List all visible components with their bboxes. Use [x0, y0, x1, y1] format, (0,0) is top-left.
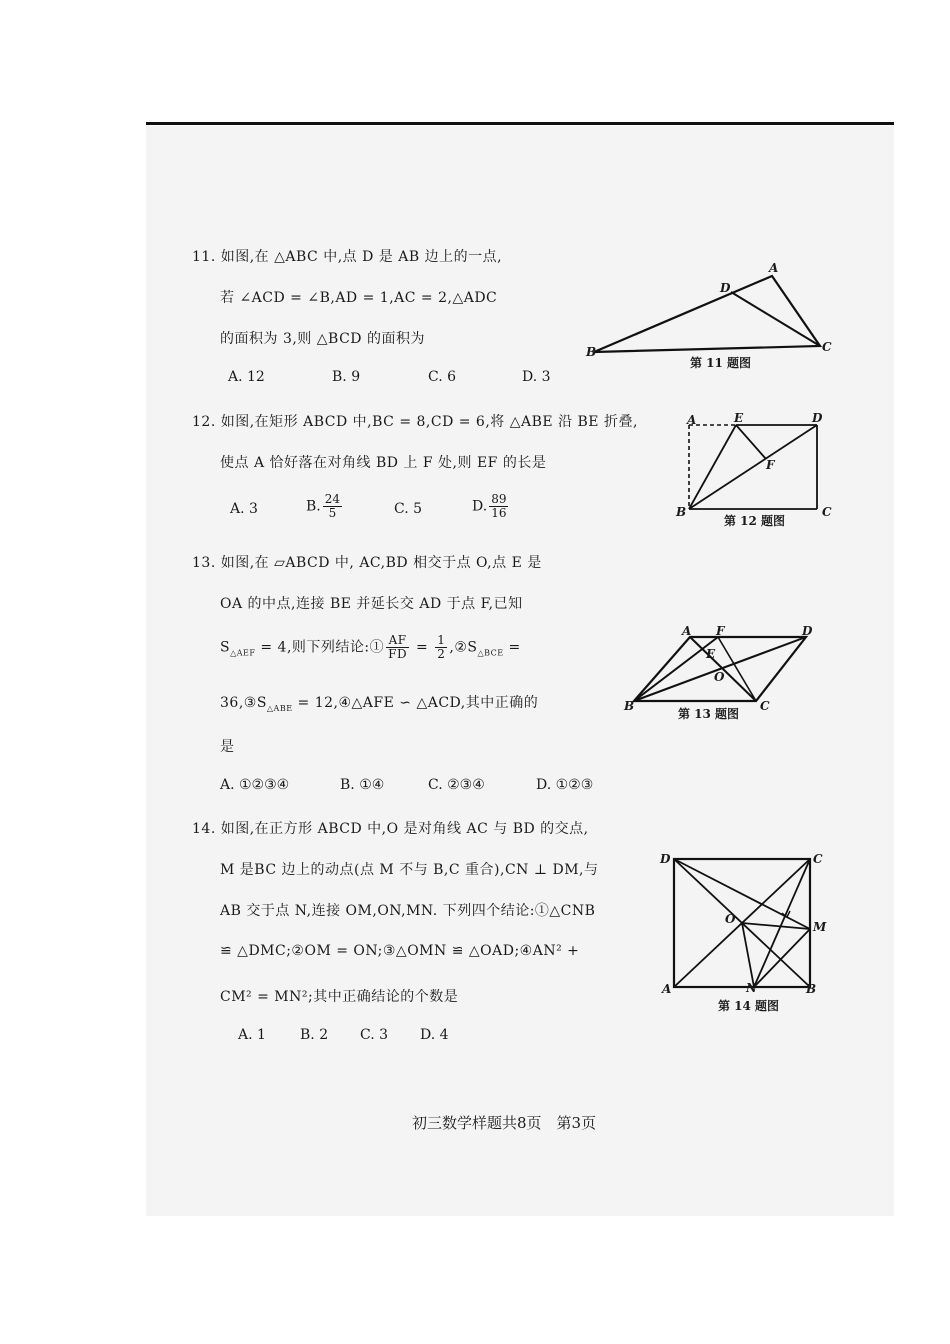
q14-line4: ≌ △DMC;②OM = ON;③△OMN ≌ △OAD;④AN² + [220, 943, 580, 959]
q14-label-d: D [660, 852, 671, 866]
q11-label-c: C [822, 340, 832, 354]
q14-label-a: A [662, 982, 672, 996]
header-rule [146, 122, 894, 125]
q14-line3: AB 交于点 N,连接 OM,ON,MN. 下列四个结论:①△CNB [220, 903, 596, 919]
q12-label-e: E [734, 411, 744, 425]
q14-option-b: B. 2 [300, 1027, 329, 1043]
q11-option-c: C. 6 [428, 369, 457, 385]
q13-line4: $36,③S_{\triangle ABE}$ = 12,④△AFE ∽ △ACD,其中正确的 [220, 695, 539, 713]
q11-line2: 若 ∠ACD = ∠B,AD = 1,AC = 2,△ADC [220, 290, 498, 306]
q12-option-d: D. $\frac{89}{16}$ [472, 492, 507, 520]
q14-line5: CM² = MN²;其中正确结论的个数是 [220, 989, 459, 1005]
q12-option-a: A. 3 [230, 501, 258, 517]
q13-line2: OA 的中点,连接 BE 并延长交 AD 于点 F,已知 [220, 596, 523, 612]
q14-label-m: M [813, 920, 827, 934]
q14-figure [668, 850, 828, 1000]
q11-option-d: D. 3 [522, 369, 551, 385]
q13-caption: 第 13 题图 [678, 707, 740, 721]
q12-label-f: F [766, 458, 775, 472]
q13-line1: 13. 如图,在 ▱ABCD 中, AC,BD 相交于点 O,点 E 是 [192, 555, 542, 571]
q12-line1: 12. 如图,在矩形 ABCD 中,BC = 8,CD = 6,将 △ABE 沿 BE 折叠, [192, 414, 638, 430]
q11-label-d: D [720, 281, 731, 295]
q11-line3: 的面积为 3,则 △BCD 的面积为 [220, 331, 425, 347]
q12-caption: 第 12 题图 [724, 514, 786, 528]
q13-label-o: O [714, 670, 725, 684]
q11-option-a: A. 12 [228, 369, 265, 385]
q14-option-d: D. 4 [420, 1027, 449, 1043]
q12-line2: 使点 A 恰好落在对角线 BD 上 F 处,则 EF 的长是 [220, 455, 547, 471]
q14-line1: 14. 如图,在正方形 ABCD 中,O 是对角线 AC 与 BD 的交点, [192, 821, 589, 837]
q14-label-c: C [813, 852, 823, 866]
q14-option-a: A. 1 [238, 1027, 266, 1043]
q13-line5: 是 [220, 739, 235, 755]
q13-label-c: C [760, 699, 770, 713]
q12-label-b: B [676, 505, 687, 519]
q13-option-a: A. ①②③④ [220, 777, 290, 793]
q11-line1: 11. 如图,在 △ABC 中,点 D 是 AB 边上的一点, [192, 249, 503, 265]
q13-line3: $S_{\triangle AEF} = 4$,则下列结论:① $\frac{AF}{FD}$ = $\frac{1}{2}$ $,②S_{\triangle BCE}$ = [220, 633, 521, 661]
q14-label-o: O [725, 912, 736, 926]
q14-caption: 第 14 题图 [718, 999, 780, 1013]
q13-label-d: D [802, 624, 813, 638]
q13-option-c: C. ②③④ [428, 777, 485, 793]
q14-line2: M 是BC 边上的动点(点 M 不与 B,C 重合),CN ⊥ DM,与 [220, 862, 599, 878]
q13-label-e: E [706, 647, 716, 661]
q13-option-b: B. ①④ [340, 777, 385, 793]
q12-option-c: C. 5 [394, 501, 423, 517]
q11-label-b: B [586, 345, 597, 359]
q13-label-a: A [682, 624, 692, 638]
q12-label-d: D [812, 411, 823, 425]
q11-label-a: A [769, 261, 779, 275]
q13-option-d: D. ①②③ [536, 777, 594, 793]
q14-option-c: C. 3 [360, 1027, 389, 1043]
q14-label-b: B [806, 982, 817, 996]
q12-option-b: B. $\frac{24}{5}$ [306, 492, 341, 520]
q12-figure [680, 420, 830, 520]
q13-label-f: F [716, 624, 725, 638]
q11-caption: 第 11 题图 [690, 356, 752, 370]
q12-label-c: C [822, 505, 832, 519]
page-footer: 初三数学样题共8页 第3页 [412, 1114, 597, 1132]
q12-label-a: A [687, 413, 697, 427]
q14-label-n: N [746, 981, 757, 995]
q11-option-b: B. 9 [332, 369, 361, 385]
q13-label-b: B [624, 699, 635, 713]
